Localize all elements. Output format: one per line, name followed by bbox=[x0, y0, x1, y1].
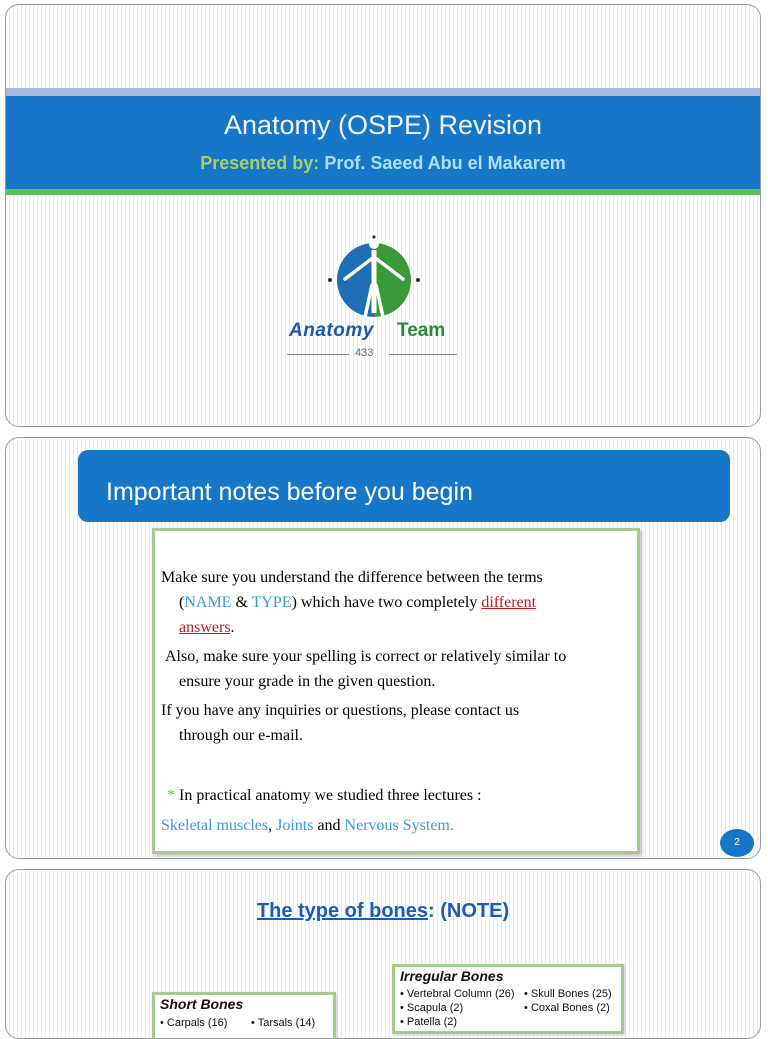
note-paragraph-4 bbox=[167, 783, 482, 808]
note-paragraph-5 bbox=[161, 813, 454, 838]
note3-line1: If you have any inquiries or questions, please contact us bbox=[161, 702, 520, 719]
presenter-line bbox=[6, 153, 760, 174]
word-different: different bbox=[481, 594, 537, 611]
term-name: NAME bbox=[184, 594, 232, 611]
presentation-title: Anatomy (OSPE) Revision bbox=[223, 110, 543, 140]
bone-types-title-underlined: The type of bones bbox=[256, 900, 429, 922]
note-paragraph-3 bbox=[161, 698, 519, 748]
short-bones-box bbox=[152, 992, 336, 1039]
notes-heading: Important notes before you begin bbox=[106, 478, 473, 506]
irregular-item: • Skull Bones (25) bbox=[524, 988, 612, 1000]
topic-skeletal-muscles: Skeletal muscles bbox=[161, 817, 269, 834]
lavender-stripe bbox=[6, 88, 760, 96]
logo-word-anatomy: Anatomy bbox=[289, 320, 374, 341]
title-band bbox=[6, 96, 760, 189]
notes-header bbox=[78, 450, 730, 522]
note1-line1: Make sure you understand the difference between the terms bbox=[161, 569, 543, 586]
note-paragraph-2 bbox=[165, 644, 566, 694]
star-bullet-icon: * bbox=[167, 787, 175, 804]
green-stripe bbox=[6, 189, 760, 195]
bone-types-title bbox=[6, 900, 760, 923]
short-item: • Carpals (16) bbox=[160, 1017, 228, 1029]
note1-line2 bbox=[161, 590, 543, 615]
irregular-item: • Vertebral Column (26) bbox=[400, 988, 515, 1000]
irregular-bones-title: Irregular Bones bbox=[400, 968, 504, 984]
logo-number: 433 bbox=[355, 347, 374, 359]
term-type: TYPE bbox=[251, 594, 292, 611]
amp: & bbox=[231, 594, 252, 611]
comma: , bbox=[268, 817, 277, 834]
slide-bone-types bbox=[5, 869, 761, 1039]
note2-line2: ensure your grade in the given question. bbox=[179, 673, 436, 690]
irregular-item: • Patella (2) bbox=[400, 1016, 458, 1028]
note1-line3 bbox=[161, 615, 543, 640]
presented-by-label: Presented by: bbox=[200, 153, 320, 173]
page-number-badge: 2 bbox=[720, 829, 754, 857]
slide-title bbox=[5, 4, 761, 427]
note-paragraph-1 bbox=[161, 565, 543, 640]
irregular-item: • Scapula (2) bbox=[400, 1002, 464, 1014]
note1-end: . bbox=[230, 619, 235, 636]
logo-rule-right bbox=[389, 354, 457, 355]
bone-types-title-rest: : (NOTE) bbox=[428, 900, 510, 922]
logo-word-team: Team bbox=[397, 320, 446, 341]
word-and: and bbox=[313, 817, 345, 834]
short-item: • Tarsals (14) bbox=[251, 1017, 316, 1029]
anatomy-team-logo bbox=[279, 235, 469, 365]
word-answers: answers bbox=[179, 619, 231, 636]
slide-notes bbox=[5, 437, 761, 859]
topic-nervous-system: Nervous System. bbox=[344, 817, 454, 834]
note4-text: In practical anatomy we studied three lectures : bbox=[175, 787, 482, 804]
logo-rule-left bbox=[287, 354, 349, 355]
note1-mid: ) which have two completely bbox=[291, 594, 482, 611]
notes-box bbox=[152, 528, 640, 854]
presenter-name: Prof. Saeed Abu el Makarem bbox=[324, 153, 566, 173]
short-bones-title: Short Bones bbox=[160, 996, 244, 1012]
topic-joints: Joints bbox=[276, 817, 314, 834]
globe-figure-icon bbox=[279, 235, 469, 325]
irregular-item: • Coxal Bones (2) bbox=[524, 1002, 610, 1014]
paren-open: ( bbox=[179, 594, 185, 611]
note2-line1: Also, make sure your spelling is correct or relatively similar to bbox=[165, 648, 567, 665]
note3-line2: through our e-mail. bbox=[179, 727, 303, 744]
